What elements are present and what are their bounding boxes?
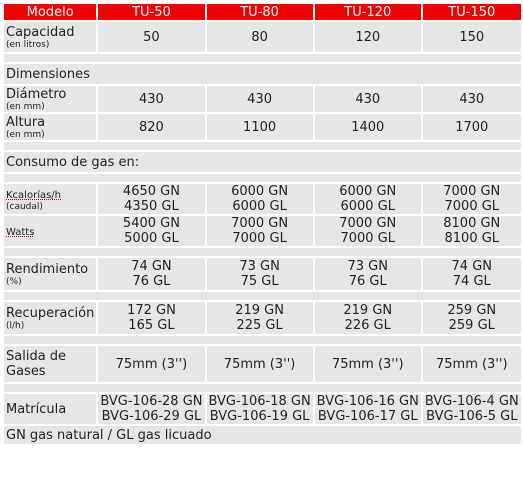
kcal-gn: 4650 GN xyxy=(122,184,180,199)
consumo-heading: Consumo de gas en: xyxy=(4,152,521,172)
spacer-row xyxy=(4,292,521,300)
capacidad-unit: (en litros) xyxy=(6,39,50,50)
recuperacion-gl: 165 GL xyxy=(128,318,175,333)
salida-row xyxy=(4,346,521,382)
recuperacion-label xyxy=(4,302,96,334)
salida-value: 75mm (3'') xyxy=(98,346,204,382)
matricula-gn: BVG-106-4 GN xyxy=(424,394,519,409)
rendimiento-unit: (%) xyxy=(6,276,22,287)
recuperacion-gl: 225 GL xyxy=(236,318,283,333)
watts-row xyxy=(4,216,521,246)
diametro-value: 430 xyxy=(98,86,204,112)
recuperacion-value xyxy=(423,302,521,334)
matricula-gl: BVG-106-19 GL xyxy=(209,409,310,424)
spacer-row xyxy=(4,174,521,182)
matricula-gn: BVG-106-18 GN xyxy=(208,394,311,409)
spacer-row xyxy=(4,54,521,62)
spacer-row xyxy=(4,248,521,256)
kcal-unit: (caudal) xyxy=(6,201,43,212)
kcal-label-text: Kcalorías/h xyxy=(6,189,62,201)
recuperacion-gn: 219 GN xyxy=(235,303,284,318)
matricula-gn: BVG-106-16 GN xyxy=(316,394,419,409)
altura-label xyxy=(4,114,96,140)
kcal-row xyxy=(4,184,521,214)
model-tu-120: TU-120 xyxy=(315,4,421,20)
header-row xyxy=(4,4,521,20)
capacidad-label xyxy=(4,22,96,52)
rendimiento-gl: 76 GL xyxy=(132,274,171,289)
diametro-value: 430 xyxy=(207,86,313,112)
kcal-value xyxy=(207,184,313,214)
watts-gn: 5400 GN xyxy=(122,216,180,231)
kcal-value xyxy=(98,184,204,214)
matricula-value xyxy=(423,394,521,424)
matricula-gl: BVG-106-17 GL xyxy=(317,409,418,424)
recuperacion-gn: 259 GN xyxy=(447,303,497,318)
altura-value: 1400 xyxy=(315,114,421,140)
salida-value: 75mm (3'') xyxy=(423,346,521,382)
recuperacion-row xyxy=(4,302,521,334)
model-tu-50: TU-50 xyxy=(98,4,204,20)
watts-label xyxy=(4,216,96,246)
altura-label-text: Altura xyxy=(6,114,46,130)
rendimiento-label-text: Rendimiento xyxy=(6,261,89,277)
diametro-value: 430 xyxy=(315,86,421,112)
model-tu-80: TU-80 xyxy=(207,4,313,20)
capacidad-label-text: Capacidad xyxy=(6,24,75,40)
rendimiento-gl: 75 GL xyxy=(240,274,279,289)
specs-table xyxy=(2,2,523,446)
salida-value: 75mm (3'') xyxy=(207,346,313,382)
recuperacion-value xyxy=(207,302,313,334)
kcal-gl: 6000 GL xyxy=(232,199,287,214)
watts-gn: 7000 GN xyxy=(339,216,397,231)
matricula-value xyxy=(98,394,204,424)
altura-value: 1700 xyxy=(423,114,521,140)
rendimiento-gn: 73 GN xyxy=(239,259,280,274)
kcal-gn: 6000 GN xyxy=(339,184,397,199)
kcal-value xyxy=(423,184,521,214)
recuperacion-gl: 259 GL xyxy=(448,318,495,333)
matricula-gn: BVG-106-28 GN xyxy=(100,394,203,409)
kcal-value xyxy=(315,184,421,214)
watts-gl: 7000 GL xyxy=(340,231,396,246)
consumo-row xyxy=(4,152,521,172)
kcal-gl: 6000 GL xyxy=(340,199,396,214)
salida-label-line2: Gases xyxy=(6,364,46,379)
spacer-row xyxy=(4,384,521,392)
rendimiento-value xyxy=(315,258,421,290)
watts-gl: 5000 GL xyxy=(124,231,179,246)
rendimiento-value xyxy=(207,258,313,290)
capacidad-value: 50 xyxy=(98,22,204,52)
altura-row xyxy=(4,114,521,140)
watts-gl: 8100 GL xyxy=(444,231,500,246)
rendimiento-gn: 73 GN xyxy=(347,259,388,274)
diametro-row xyxy=(4,86,521,112)
salida-label xyxy=(4,346,96,382)
diametro-label xyxy=(4,86,96,112)
capacidad-value: 80 xyxy=(207,22,313,52)
recuperacion-unit: (l/h) xyxy=(6,320,25,331)
altura-value: 820 xyxy=(98,114,204,140)
matricula-gl: BVG-106-29 GL xyxy=(101,409,202,424)
footer-row xyxy=(4,426,521,444)
rendimiento-gl: 74 GL xyxy=(452,274,491,289)
salida-value: 75mm (3'') xyxy=(315,346,421,382)
rendimiento-value xyxy=(423,258,521,290)
matricula-value xyxy=(207,394,313,424)
rendimiento-value xyxy=(98,258,204,290)
kcal-gl: 4350 GL xyxy=(124,199,179,214)
capacidad-value: 150 xyxy=(423,22,521,52)
capacidad-value: 120 xyxy=(315,22,421,52)
matricula-gl: BVG-106-5 GL xyxy=(426,409,518,424)
matricula-label: Matrícula xyxy=(4,394,96,424)
kcal-gn: 6000 GN xyxy=(231,184,289,199)
watts-value xyxy=(315,216,421,246)
watts-value xyxy=(98,216,204,246)
recuperacion-value xyxy=(315,302,421,334)
watts-value xyxy=(423,216,521,246)
rendimiento-gn: 74 GN xyxy=(131,259,172,274)
capacidad-row xyxy=(4,22,521,52)
watts-label-text: Watts xyxy=(6,226,35,238)
diametro-label-text: Diámetro xyxy=(6,86,67,102)
model-tu-150: TU-150 xyxy=(423,4,521,20)
dimensiones-heading: Dimensiones xyxy=(4,64,521,84)
footer-note: GN gas natural / GL gas licuado xyxy=(4,426,521,444)
diametro-unit: (en mm) xyxy=(6,101,45,112)
kcal-label xyxy=(4,184,96,214)
rendimiento-row xyxy=(4,258,521,290)
recuperacion-gl: 226 GL xyxy=(344,318,391,333)
altura-unit: (en mm) xyxy=(6,129,45,140)
kcal-gn: 7000 GN xyxy=(443,184,501,199)
spacer-row xyxy=(4,336,521,344)
recuperacion-label-text: Recuperación xyxy=(6,305,95,321)
dimensiones-row xyxy=(4,64,521,84)
recuperacion-value xyxy=(98,302,204,334)
rendimiento-label xyxy=(4,258,96,290)
kcal-gl: 7000 GL xyxy=(444,199,500,214)
matricula-value xyxy=(315,394,421,424)
watts-gl: 7000 GL xyxy=(232,231,287,246)
model-header: Modelo xyxy=(4,4,96,20)
watts-value xyxy=(207,216,313,246)
rendimiento-gl: 76 GL xyxy=(348,274,387,289)
salida-label-line1: Salida de xyxy=(6,349,67,364)
rendimiento-gn: 74 GN xyxy=(451,259,493,274)
matricula-row xyxy=(4,394,521,424)
diametro-value: 430 xyxy=(423,86,521,112)
watts-gn: 7000 GN xyxy=(231,216,289,231)
recuperacion-gn: 172 GN xyxy=(127,303,176,318)
recuperacion-gn: 219 GN xyxy=(343,303,393,318)
altura-value: 1100 xyxy=(207,114,313,140)
watts-gn: 8100 GN xyxy=(443,216,501,231)
spacer-row xyxy=(4,142,521,150)
